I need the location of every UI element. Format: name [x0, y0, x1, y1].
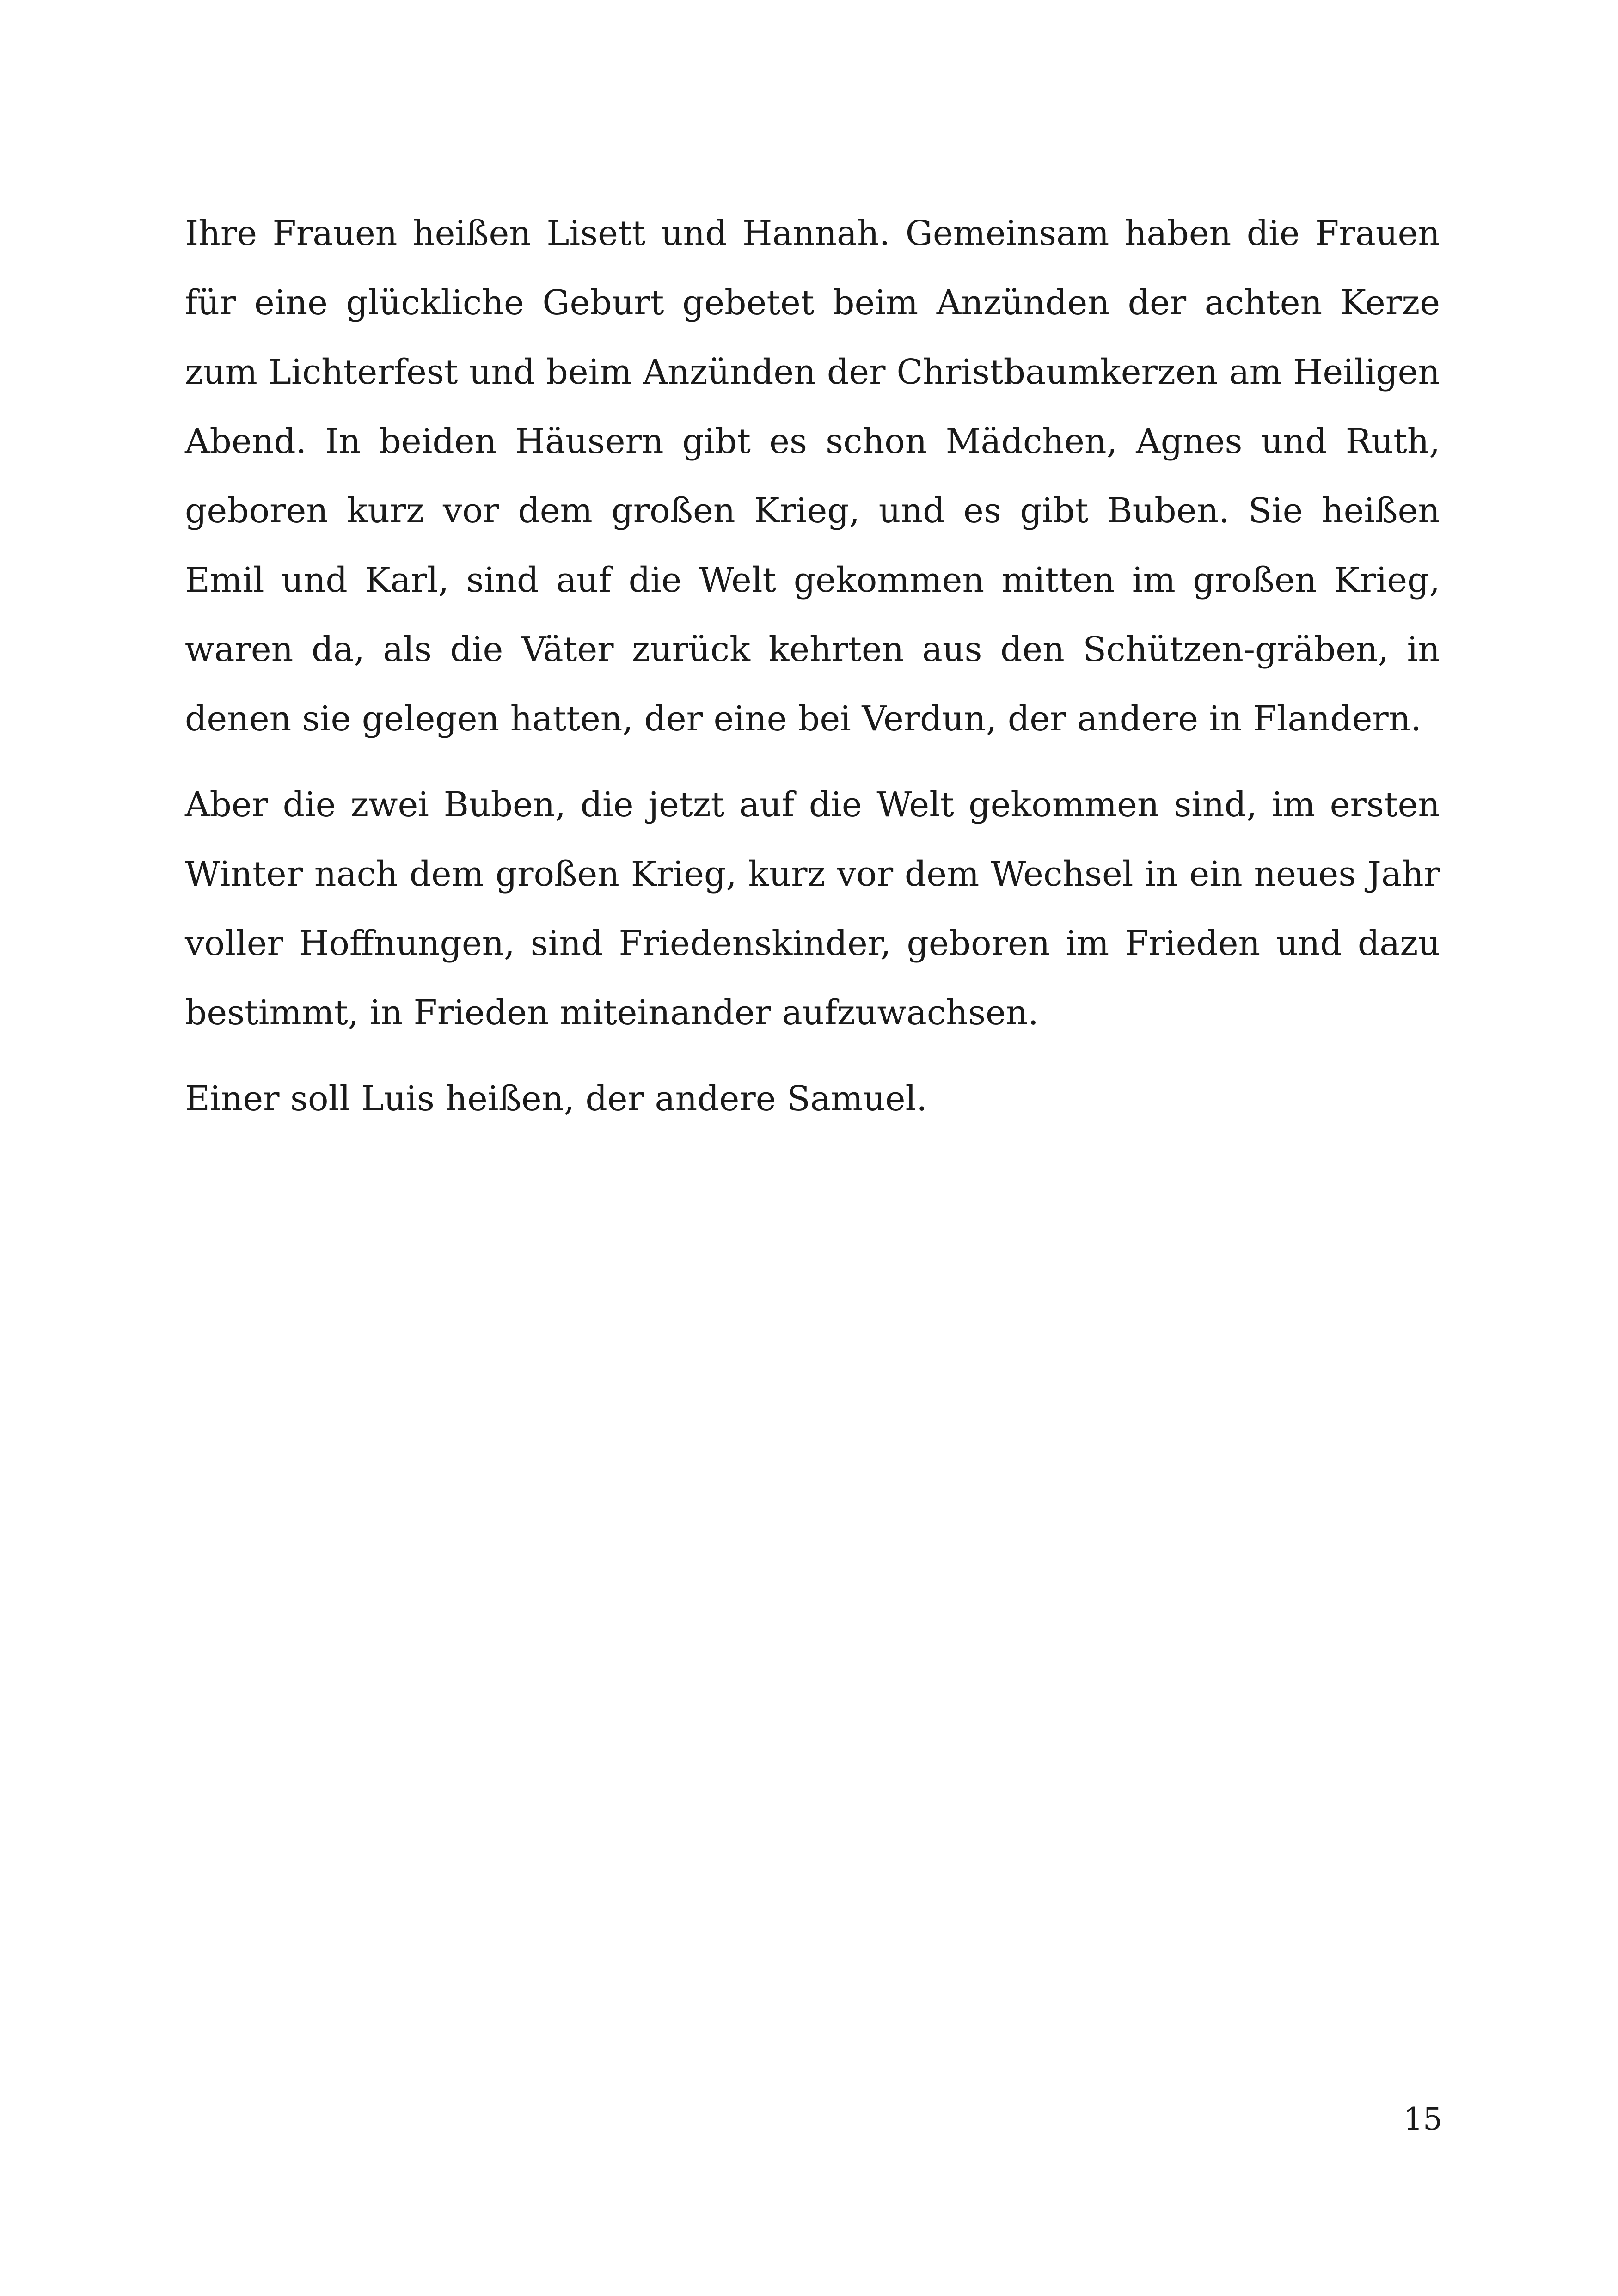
page-number: 15 — [1403, 2101, 1442, 2137]
paragraph-3: Einer soll Luis heißen, der andere Samuel. — [185, 1079, 927, 1119]
body-text — [185, 199, 1440, 1150]
paragraph-2: Aber die zwei Buben, die jetzt auf die Welt gekommen sind, im ersten Winter nach dem großen Krieg, kurz vor dem Wechsel in ein neues Jahr voller Hoffnungen, sind Friedenskinder, geboren im Frieden und dazu bestimmt, in Frieden miteinander aufzuwachsen. — [185, 785, 1440, 1033]
paragraph-1: Ihre Frauen heißen Lisett und Hannah. Gemeinsam haben die Frauen für eine glückliche Geburt gebetet beim Anzünden der achten Kerze zum Lichterfest und beim Anzünden der Christbaumkerzen am Heiligen Abend. In beiden Häusern gibt es schon Mädchen, Agnes und Ruth, geboren kurz vor dem großen Krieg, und es gibt Buben. Sie heißen Emil und Karl, sind auf die Welt gekommen mitten im großen Krieg, waren da, als die Väter zurück kehrten aus den Schützen-gräben, in denen sie gelegen hatten, der eine bei Verdun, der andere in Flandern. — [185, 214, 1440, 739]
